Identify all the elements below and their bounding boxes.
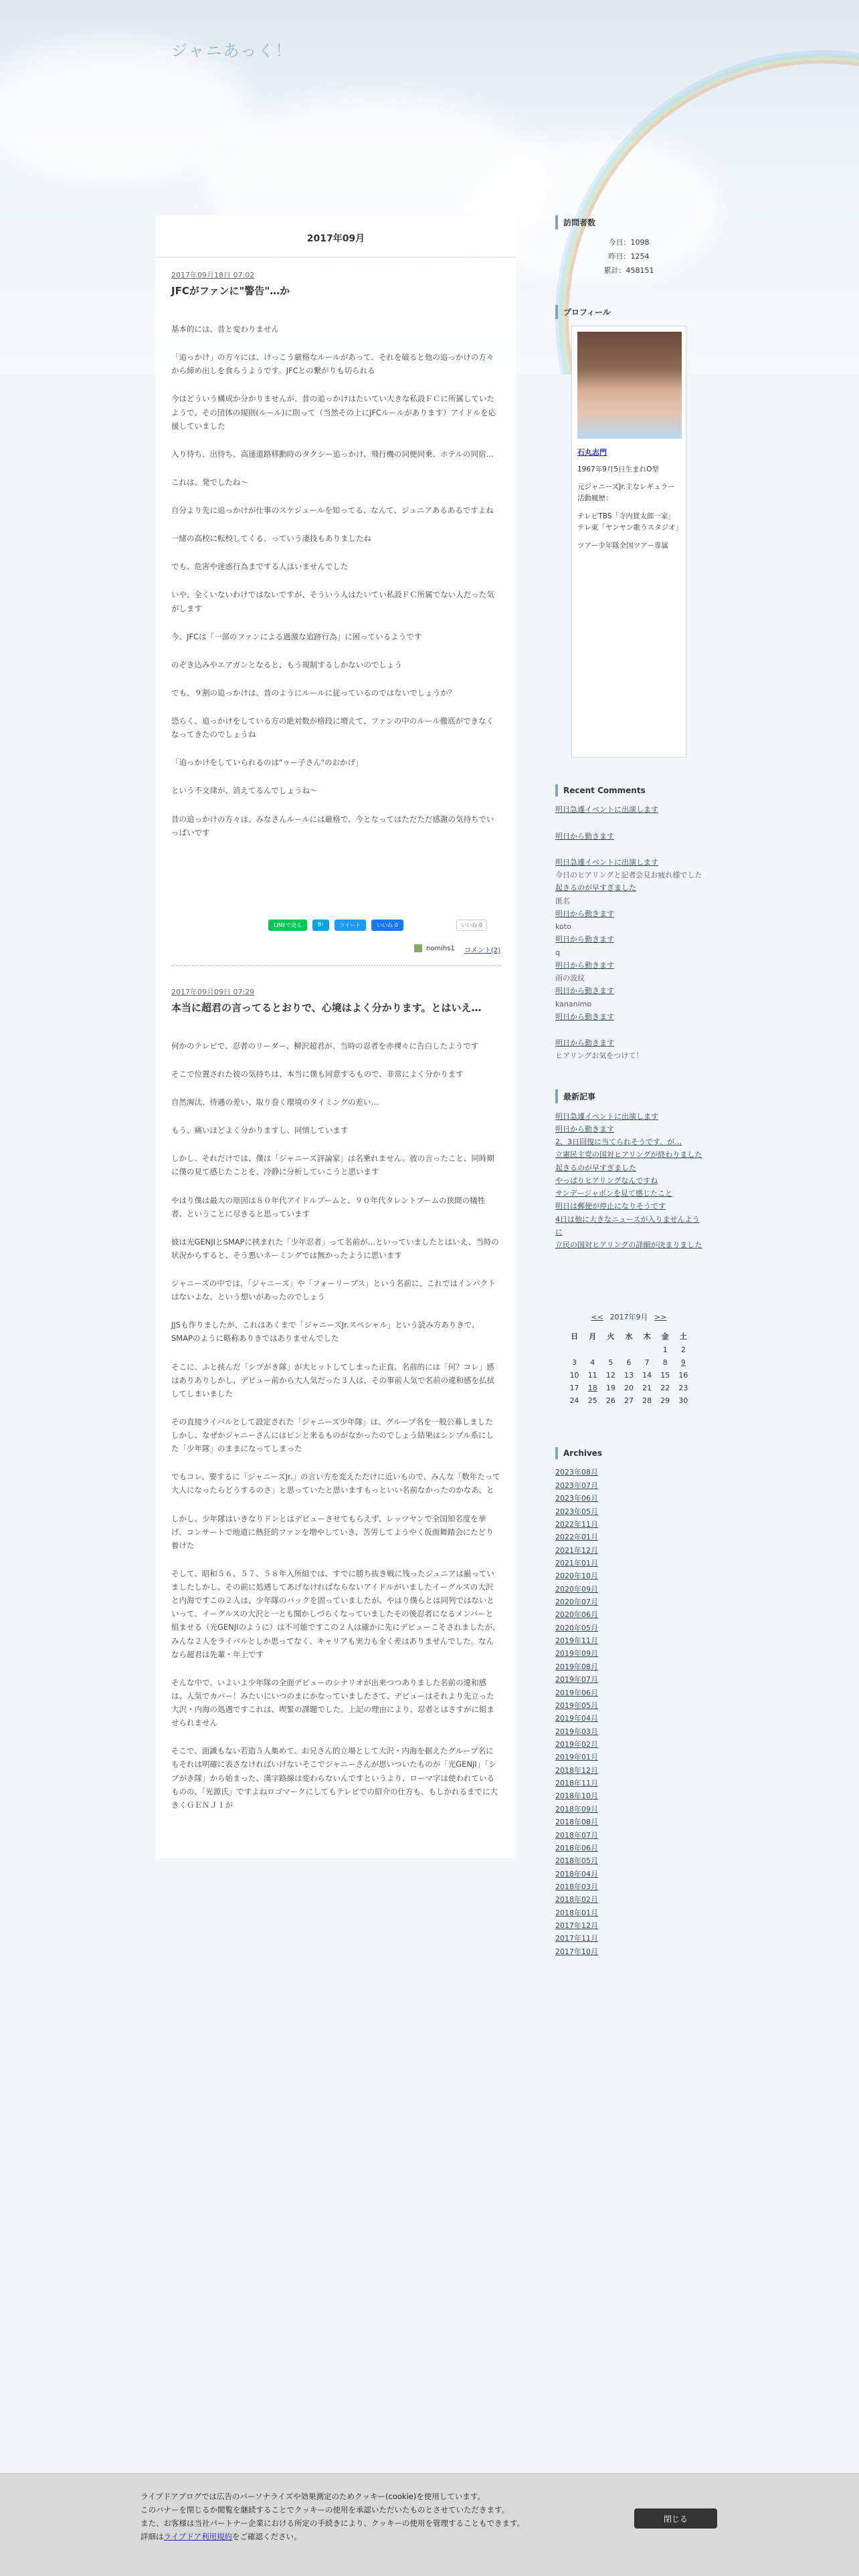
recent-comment-post-link[interactable]: 起きるのが早すぎました [555, 883, 636, 893]
archive-month-link[interactable]: 2023年08月 [555, 1468, 598, 1477]
calendar-empty-cell [638, 1344, 656, 1356]
recent-comment-author: 雨の波紋 [555, 974, 585, 983]
spacer [555, 817, 702, 830]
like-button[interactable]: いいね 0 [371, 920, 403, 931]
entry-paragraph: その直接ライバルとして設定された「ジャニーズ少年隊」は、グループ名を一般公募しましたしかし、なぜかジャニーさんにはピンと来るものがなかったのでしょう結果はシンプル系にした「少年隊」のままになってしまった [171, 1416, 494, 1454]
calendar-next-link[interactable]: >> [654, 1313, 667, 1322]
calendar-day: 30 [678, 1396, 688, 1406]
spacer [555, 843, 702, 856]
calendar-day: 16 [678, 1371, 688, 1380]
latest-post-link[interactable]: 明日から動きます [555, 1124, 614, 1134]
terms-link[interactable]: ライブドア利用規約 [163, 2532, 232, 2542]
sidebar [555, 215, 702, 1985]
entry-paragraph: これは、発でしたね〜 [171, 477, 248, 487]
archive-month-link[interactable]: 2019年05月 [555, 1701, 598, 1710]
entry-body [171, 1039, 500, 1812]
archive-month-link[interactable]: 2020年07月 [555, 1598, 598, 1607]
archive-month-link[interactable]: 2019年09月 [555, 1649, 598, 1658]
calendar-day: 10 [569, 1371, 579, 1380]
entry-paragraph: そこに、ふと挟んだ「シブがき隊」が大ヒットしてしまった正直、名前的には「何？コレ」感はありありしかし、デビュー前から大人気だった３人は、その事前人気で名前の違和感を払拭してしまいました [171, 1362, 494, 1398]
widget-title: 訪問者数 [555, 215, 702, 229]
archive-month-link[interactable]: 2019年04月 [555, 1714, 598, 1723]
recent-comment-author: ヒアリングお気をつけて！ [555, 1051, 644, 1061]
recent-comments-widget [555, 784, 702, 1062]
entry-paragraph: 入り待ち、出待ち、高速道路移動時のタクシー追っかけ、飛行機の同便同乗、ホテルの同宿… [171, 449, 494, 459]
archive-month-link[interactable]: 2020年06月 [555, 1610, 598, 1620]
archives-widget [555, 1447, 702, 1958]
latest-post-link[interactable]: 立民の国対ヒアリングの詳細が決まりました [555, 1241, 702, 1250]
recent-comment-author: koto [555, 922, 571, 932]
entry-paragraph: そこで、面識もない若造５人集めて、お兄さん的立場として大沢・内海を据えたグループ名にもそれは明確に表さなければいけないそこでジャニーさんが思いついたものが「光GENJI」「シブがき隊」から始まった、漢字路線は変わらないんですというより、ローマ字は使われているものの、「光源氏」ですよねロゴマークにしてもテレビでの紹介の仕方も、もしかれるまでに大きくＧＥＮＪＩが [171, 1746, 498, 1810]
recent-comment-post-link[interactable]: 明日から動きます [555, 1012, 614, 1021]
entry-paragraph: やはり僕は最大の原因は８０年代アイドルブームと、９０年代タレントブームの狭間の犠牲者、ということに尽きると思っています [171, 1195, 486, 1218]
archive-month-link[interactable]: 2020年10月 [555, 1572, 598, 1581]
calendar-day: 13 [624, 1371, 634, 1380]
calendar-day: 24 [569, 1396, 579, 1406]
entry-paragraph: 彼は光GENJIとSMAPに挟まれた「少年忍者」って名前が…といっていましたとはいえ、当時の状況からすると、そう悪いネーミングでは無かったように思います [171, 1237, 499, 1260]
entry-paragraph: でも、危害や迷惑行為までする人はいませんでした [171, 562, 349, 572]
profile-line: テレビTBS「寺内貫太郎一家」テレ東「ヤンヤン歌うスタジオ」 [577, 512, 683, 532]
recent-comments-list [555, 803, 702, 1062]
calendar-day[interactable]: 9 [680, 1358, 686, 1368]
cookie-line: また、お客様は当社パートナー企業における所定の手続きにより、クッキーの使用を管理することもできます。 [140, 2518, 525, 2529]
archive-month-link[interactable]: 2018年11月 [555, 1779, 598, 1788]
archive-month-link[interactable]: 2020年05月 [555, 1623, 598, 1632]
main-column [155, 215, 516, 1858]
calendar-day: 22 [660, 1384, 670, 1393]
archive-month-link[interactable]: 2017年12月 [555, 1921, 598, 1931]
calendar-empty-cell [601, 1344, 619, 1356]
entry-divider [171, 965, 500, 966]
calendar-day: 12 [605, 1371, 615, 1380]
profile-name[interactable]: 石丸志門 [577, 447, 607, 457]
latest-post-link[interactable]: 明日急遽イベントに出演します [555, 1111, 658, 1121]
recent-comment-author: kananimo [555, 999, 592, 1008]
entry-paragraph: しかし、少年隊はいきなりドンとはデビューさせてもらえず、レッツヤンで全国知名度を挙げ、コンサートで地道に熱狂的ファンを増やしていき、苦労してようやく仮面舞踏会にたどり着けた [171, 1513, 494, 1550]
entry-paragraph: そんな中で、いよいよ少年隊の全面デビューのシナリオが出来つつありました名前の違和感は、人気でカバー！みたいにいつのまにかなっていましたさて、デビューはそれより先立った大沢・内海の処遇ですこれは、喫緊の課題でした。上記の理由により、忍者とはさすがに組ませられません [171, 1677, 494, 1728]
archive-month-link[interactable]: 2019年01月 [555, 1753, 598, 1762]
calendar-day: 17 [569, 1384, 579, 1393]
author-avatar [414, 944, 422, 952]
calendar-weekday: 土 [679, 1332, 687, 1341]
recent-comment-author: 今日のヒアリングと記者会見お疲れ様でした [555, 871, 702, 880]
cookie-line [140, 2530, 609, 2543]
calendar-day: 4 [590, 1358, 595, 1368]
profile-line: 1967年9月5日生まれO型 [577, 465, 659, 473]
profile-box [571, 326, 686, 758]
calendar-day: 11 [587, 1371, 597, 1380]
entry-paragraph: 基本的には、昔と変わりません [171, 324, 279, 334]
recent-comment-post-link[interactable]: 明日から動きます [555, 986, 614, 996]
calendar-day: 26 [605, 1396, 615, 1406]
archive-month-link[interactable]: 2019年06月 [555, 1688, 598, 1697]
archive-month-link[interactable]: 2019年02月 [555, 1740, 598, 1749]
widget-title: プロフィール [555, 305, 702, 319]
cookie-close-button[interactable]: 閉じる [634, 2508, 717, 2529]
entry-date[interactable]: 2017年09月18日 07:02 [171, 271, 255, 280]
latest-post-link[interactable]: 起きるのが早すぎました [555, 1163, 636, 1172]
entry-date[interactable]: 2017年09月09日 07:29 [171, 987, 255, 996]
author-name: nomihs1 [425, 944, 455, 952]
entry-paragraph: 「追っかけをしていられるのは"ゥー子さん"のおかげ」 [171, 758, 363, 768]
cookie-prefix: 詳細は [140, 2532, 164, 2542]
cookie-line: このバナーを閉じるか閲覧を継続することでクッキーの使用を承認いただいたものとさせていただきます。 [140, 2505, 510, 2515]
calendar-empty-cell [619, 1344, 638, 1356]
cookie-banner [0, 2473, 859, 2576]
archive-month-link[interactable]: 2018年04月 [555, 1869, 598, 1879]
calendar-day: 8 [662, 1358, 668, 1368]
calendar-weekday: 木 [643, 1332, 651, 1341]
entry-paragraph: もう、痛いほどよく分かりますし、同情しています [171, 1125, 349, 1136]
entry-paragraph: でも、９割の追っかけは、昔のようにルールに従っているのではないでしょうか？ [171, 687, 456, 697]
month-heading: 2017年09月 [155, 222, 516, 257]
entry-paragraph: 「追っかけ」の方々には、けっこう厳格なルールがあって、それを破ると他の追っかけの方々から締め出しを食らうようです。JFCとの繋がりも切られる [171, 352, 494, 376]
calendar-day: 14 [642, 1371, 652, 1380]
calendar-weekday: 金 [661, 1332, 669, 1341]
entry-title[interactable]: 本当に超君の言ってるとおりで、心境はよく分かります。とはいえ… [171, 1001, 482, 1014]
calendar-day: 6 [626, 1358, 632, 1368]
latest-posts-widget [555, 1089, 702, 1252]
archive-month-link[interactable]: 2018年01月 [555, 1908, 598, 1917]
entry-paragraph: そして、昭和５６、５７、５８年入所組では、すでに勝ち抜き戦に残ったジュニアは揃っていましたしかし、その前に処遇してあげなければならないアイドルがいましたイーグルスの大沢と内海ですこの２人は、少年隊のバックを固っていましたが、やはり僕らとは同列ではないといって、イーグルスの大沢と一とも聞かしづらくなっていましたその後忍者になるメンバーと組ませる（光GENJIのように）は不可能ですこの２人は確かに先にデビューこそされましたが、みんな２人をライバルとしか思ってなく、キャリアも実力も全く差はありませんでした。なんなら超君は先輩・年上です [171, 1568, 500, 1659]
entry [171, 270, 500, 966]
archive-month-link[interactable]: 2019年03月 [555, 1727, 598, 1736]
calendar-weekday: 日 [571, 1332, 579, 1341]
entry-paragraph: そこで位置された彼の気持ちは、本当に僕も同意するもので、非常によく分かります [171, 1069, 464, 1079]
author [414, 944, 455, 954]
calendar-day: 29 [660, 1396, 670, 1406]
archive-month-link[interactable]: 2018年03月 [555, 1882, 598, 1891]
calendar-day: 5 [608, 1358, 613, 1368]
calendar [565, 1311, 692, 1407]
calendar-month: 2017年9月 [609, 1313, 648, 1322]
entry-paragraph: のぞき込みやエアガンとなると、もう規制するしかないのでしょう [171, 659, 402, 669]
archive-month-link[interactable]: 2023年05月 [555, 1507, 598, 1516]
archive-month-link[interactable]: 2019年08月 [555, 1662, 598, 1671]
calendar-day: 28 [642, 1396, 652, 1406]
spacer [555, 1023, 702, 1037]
archive-month-link[interactable]: 2018年05月 [555, 1856, 598, 1866]
calendar-table [565, 1329, 692, 1407]
entry-paragraph: 何かのテレビで、忍者のリーダー、柳沢超君が、当時の忍者を赤裸々に告白したようです [171, 1041, 479, 1051]
recent-comment-post-link[interactable]: 明日から動きます [555, 960, 614, 970]
hatena-share-button[interactable]: B! [312, 920, 329, 931]
archive-month-link[interactable]: 2023年07月 [555, 1481, 598, 1490]
archive-month-link[interactable]: 2018年06月 [555, 1843, 598, 1852]
recent-comment-post-link[interactable]: 明日から動きます [555, 909, 614, 918]
profile-line: ツアー少年隊全国ツアー専属 [577, 541, 668, 550]
profile-photo [577, 332, 682, 439]
recent-comment-post-link[interactable]: 明日急遽イベントに出演します [555, 805, 658, 815]
latest-posts-list [555, 1110, 702, 1252]
archive-month-link[interactable]: 2023年06月 [555, 1494, 598, 1503]
archive-month-link[interactable]: 2021年12月 [555, 1545, 598, 1555]
entry-paragraph: 今、JFCは「一部のファンによる過激な追跡行為」に困っているようです [171, 631, 422, 641]
entry-footer [171, 944, 500, 954]
tweet-button[interactable]: ツイート [335, 920, 367, 931]
total-count: 累計：458151 [603, 265, 654, 275]
visits-widget [555, 215, 702, 278]
entry-paragraph: 恐らく、追っかけをしている方の絶対数が格段に増えて、ファンの中のルール徹底ができなくなってきたのでしょうね [171, 716, 494, 740]
like-counter-button[interactable]: いいね 0 [456, 920, 487, 931]
calendar-day: 20 [624, 1384, 634, 1393]
comments-link[interactable]: コメント(2) [464, 946, 500, 954]
entry-paragraph: 昔の追っかけの方々は、みなさんルールには厳格で、今となってはただただ感謝の気持ちでいっぱいです [171, 814, 494, 837]
calendar-day[interactable]: 18 [587, 1384, 597, 1393]
recent-comment-post-link[interactable]: 明日から動きます [555, 935, 614, 944]
latest-post-link[interactable]: 2、3日回復に当てられそうです。が… [555, 1138, 682, 1147]
entry-paragraph: という不文律が、消えてるんでしょうね〜 [171, 786, 318, 796]
archive-month-link[interactable]: 2018年02月 [555, 1895, 598, 1905]
latest-post-link[interactable]: 4日は他に大きなニュースが入りませんように [555, 1214, 700, 1237]
site-title[interactable]: ジャニあっく！ [171, 41, 293, 60]
archive-month-link[interactable]: 2022年11月 [555, 1519, 598, 1529]
archive-month-link[interactable]: 2018年07月 [555, 1830, 598, 1840]
calendar-day: 3 [572, 1358, 577, 1368]
entry-paragraph: 一緒の高校に転校してくる、っていう凄技もありましたね [171, 534, 371, 544]
calendar-day: 15 [660, 1371, 670, 1380]
line-share-button[interactable]: LINEで送る [268, 920, 307, 931]
latest-post-link[interactable]: やっぱりヒアリングなんですね [555, 1176, 658, 1185]
today-count: 今日：1098 [608, 238, 650, 247]
cookie-text [140, 2490, 609, 2544]
widget-title: 最新記事 [555, 1089, 702, 1103]
latest-post-link[interactable]: サンデージャポンを見て感じたこと [555, 1189, 673, 1198]
calendar-day: 25 [587, 1396, 597, 1406]
cookie-suffix: をご確認ください。 [231, 2532, 302, 2542]
cookie-line: ライブドアブログでは広告のパーソナライズや効果測定のためクッキー(cookie)を使用しています。 [140, 2492, 485, 2501]
archive-month-link[interactable]: 2018年12月 [555, 1765, 598, 1775]
recent-comment-author: 匿名 [555, 896, 570, 905]
entry-body [171, 322, 500, 839]
entry-paragraph: しかし、それだけでは、僕は「ジャニーズ評論家」は名乗れません。彼の言ったこと、同時期に僕の見て感じたことを、冷静に分析していこうと思います [171, 1154, 494, 1177]
profile-widget [555, 305, 702, 758]
calendar-day: 19 [605, 1384, 615, 1393]
archive-month-link[interactable]: 2019年11月 [555, 1636, 598, 1646]
archive-month-link[interactable]: 2017年10月 [555, 1947, 598, 1956]
calendar-weekday: 月 [589, 1332, 597, 1341]
archive-month-link[interactable]: 2018年08月 [555, 1818, 598, 1827]
visit-counter [555, 236, 702, 278]
profile-line: 元ジャニーズJr.主なレギュラー活動履歴： [577, 483, 675, 503]
share-buttons [171, 920, 500, 931]
entry-paragraph: いや、全くいないわけではないですが、そういう人はたいてい私設ＦＣ所属でない人だった気がします [171, 590, 494, 613]
archive-month-link[interactable]: 2018年10月 [555, 1792, 598, 1801]
calendar-day: 2 [680, 1346, 686, 1355]
recent-comment-author: q [555, 948, 560, 957]
calendar-header [565, 1311, 692, 1322]
calendar-empty-cell [565, 1344, 583, 1356]
entry-paragraph: 自然淘汰、待遇の差い、取り巻く環境のタイミングの差い… [171, 1097, 379, 1107]
calendar-weekday: 水 [625, 1332, 633, 1341]
entry-paragraph: 今はどういう構成か分かりませんが、昔の追っかけはたいてい大きな私設ＦＣに所属していたようで、その団体の規則(ルール)に則って（当然その上にJFCルールがあります）アイドルを応援していました [171, 394, 496, 431]
entry-paragraph: JJSも作りましたが、これはあくまで「ジャニーズJr.スペシャル」という読み方ありきで、SMAPのように略称ありきではありませんでした [171, 1320, 480, 1344]
widget-title: Archives [555, 1447, 702, 1459]
entry-paragraph: ジャニーズの中では、「ジャニーズ」や「フォーリーブス」という名前に、これではインパクトはないよな、という想いがあったのでしょう [171, 1279, 496, 1302]
calendar-day: 23 [678, 1384, 688, 1393]
yesterday-count: 昨日：1254 [608, 251, 650, 261]
entry-title[interactable]: JFCがファンに"警告"…か [171, 285, 290, 297]
widget-title: Recent Comments [555, 784, 702, 796]
archive-month-link[interactable]: 2022年01月 [555, 1533, 598, 1542]
archive-month-link[interactable]: 2017年11月 [555, 1934, 598, 1943]
recent-comment-post-link[interactable]: 明日から動きます [555, 831, 614, 841]
archive-month-link[interactable]: 2021年01月 [555, 1558, 598, 1568]
calendar-day: 21 [642, 1384, 652, 1393]
latest-post-link[interactable]: 明日は郵便が停止になりそうです [555, 1202, 666, 1211]
calendar-day: 1 [662, 1346, 668, 1355]
calendar-day: 27 [624, 1396, 634, 1406]
calendar-day: 7 [644, 1358, 650, 1368]
archive-list [555, 1466, 702, 1958]
entry-paragraph: でもコレ、要するに「ジャニーズJr.」の言い方を変えただけに近いもので、みんな「数年たって大人になったらどうするのさ」と思っていたと思いますもっといい名前なかったのかなあ、と [171, 1472, 500, 1495]
archive-month-link[interactable]: 2018年09月 [555, 1804, 598, 1814]
calendar-widget [555, 1311, 702, 1407]
recent-comment-post-link[interactable]: 明日から動きます [555, 1039, 614, 1048]
entry-paragraph: 自分より先に追っかけが仕事のスケジュールを知ってる、なんて、ジュニアあるあるですよね [171, 506, 494, 515]
archive-month-link[interactable]: 2020年09月 [555, 1584, 598, 1594]
recent-comment-post-link[interactable]: 明日急遽イベントに出演します [555, 857, 658, 867]
archive-month-link[interactable]: 2019年07月 [555, 1675, 598, 1685]
calendar-empty-cell [583, 1344, 601, 1356]
entry [171, 986, 500, 1812]
calendar-weekday: 火 [607, 1332, 615, 1341]
calendar-prev-link[interactable]: << [591, 1313, 603, 1322]
latest-post-link[interactable]: 立憲民主党の国対ヒアリングが終わりました [555, 1150, 702, 1160]
